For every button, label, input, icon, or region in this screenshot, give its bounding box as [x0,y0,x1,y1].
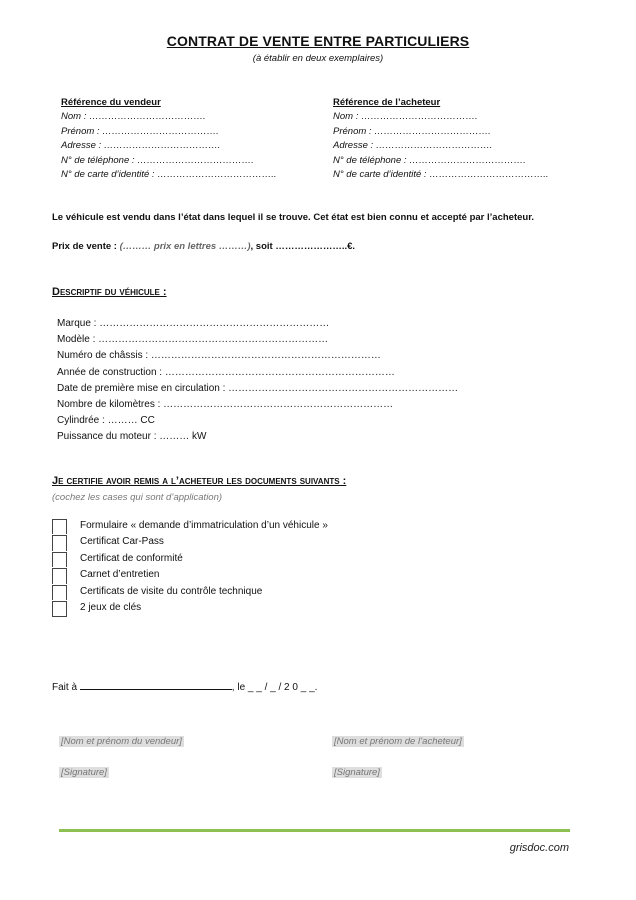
vehicle-title-rest: escriptif du véhicule : [59,286,167,298]
seller-name-line: Nom : ………………………………. [61,111,206,123]
vehicle-title-initial: D [52,286,60,298]
condition-statement: Le véhicule est vendu dans l’état dans lequel il se trouve. Cet état est bien connu et accepté par l’acheteur. [52,212,535,223]
sale-price [52,241,355,252]
seller-name-placeholder[interactable]: [Nom et prénom du vendeur] [61,736,182,747]
buyer-id-card-line: N° de carte d’identité : ……………………………….. [333,169,549,181]
buyer-name-placeholder[interactable]: [Nom et prénom de l’acheteur] [334,736,462,747]
price-suffix: , soit …………………..€. [250,241,356,252]
vehicle-year-line: Année de construction : …………………………………………………………… [57,366,395,378]
date-label: , le [231,682,246,693]
checkbox[interactable] [52,519,67,534]
documents-title-rest: e certifie avoir remis a l’acheteur les documents suivants : [58,475,347,487]
buyer-heading: Référence de l’acheteur [333,97,441,108]
vehicle-model-line: Modèle : …………………………………………………………… [57,334,329,346]
vehicle-first-registration-line: Date de première mise en circulation : …………………………………………………………… [57,382,459,394]
buyer-signature-placeholder[interactable]: [Signature] [334,767,380,778]
vehicle-mileage-line: Nombre de kilomètres : …………………………………………………………… [57,399,394,411]
price-in-words-placeholder: (……… prix en lettres ………) [119,241,251,252]
checkbox[interactable] [52,552,67,567]
seller-signature-block [59,767,109,778]
vehicle-section-title [52,286,167,298]
vehicle-chassis-line: Numéro de châssis : …………………………………………………………… [57,350,381,362]
date-field[interactable]: _ _ / _ / 2 0 _ _. [247,682,318,693]
documents-note: (cochez les cases qui sont d’application) [52,492,223,503]
vehicle-brand-line: Marque : …………………………………………………………… [57,318,330,329]
checklist-item-label: 2 jeux de clés [80,601,142,613]
buyer-name-line: Nom : ………………………………. [333,111,478,123]
seller-signature-placeholder[interactable]: [Signature] [61,767,107,778]
checklist-item-label: Certificats de visite du contrôle technique [80,585,263,597]
place-and-date [52,679,317,693]
footer-brand: grisdoc.com [509,842,569,854]
buyer-firstname-line: Prénom : ………………………………. [333,125,491,137]
footer-divider [59,829,570,832]
checklist-item-label: Carnet d’entretien [80,569,160,581]
checkbox[interactable] [52,568,67,583]
seller-phone-line: N° de téléphone : ………………………………. [61,154,254,166]
vehicle-details [57,316,458,446]
buyer-name-block [332,736,464,747]
documents-title-initial: J [52,475,59,487]
place-field[interactable] [80,679,232,690]
document-title: CONTRAT DE VENTE ENTRE PARTICULIERS [166,33,470,49]
price-label: Prix de vente : [52,241,117,252]
document-subtitle: (à établir en deux exemplaires) [252,53,384,64]
seller-id-card-line: N° de carte d’identité : ……………………………….. [61,169,277,181]
checkbox[interactable] [52,601,67,617]
buyer-reference [333,96,549,182]
place-label: Fait à [52,682,78,693]
checklist-item-label: Certificat de conformité [80,552,183,564]
seller-reference [61,96,277,182]
buyer-signature-block [332,767,382,778]
documents-section-title [52,475,346,487]
seller-name-block [59,736,184,747]
buyer-address-line: Adresse : ………………………………. [333,140,493,152]
seller-firstname-line: Prénom : ………………………………. [61,125,219,137]
buyer-phone-line: N° de téléphone : ………………………………. [333,154,526,166]
seller-heading: Référence du vendeur [61,97,161,108]
checkbox[interactable] [52,535,67,550]
checklist-item-label: Certificat Car-Pass [80,536,164,548]
checklist-item-label: Formulaire « demande d’immatriculation d’un véhicule » [80,520,328,531]
vehicle-displacement-line: Cylindrée : ……… CC [57,415,155,427]
checkbox[interactable] [52,585,67,600]
vehicle-power-line: Puissance du moteur : ……… kW [57,431,207,443]
seller-address-line: Adresse : ………………………………. [61,140,221,152]
